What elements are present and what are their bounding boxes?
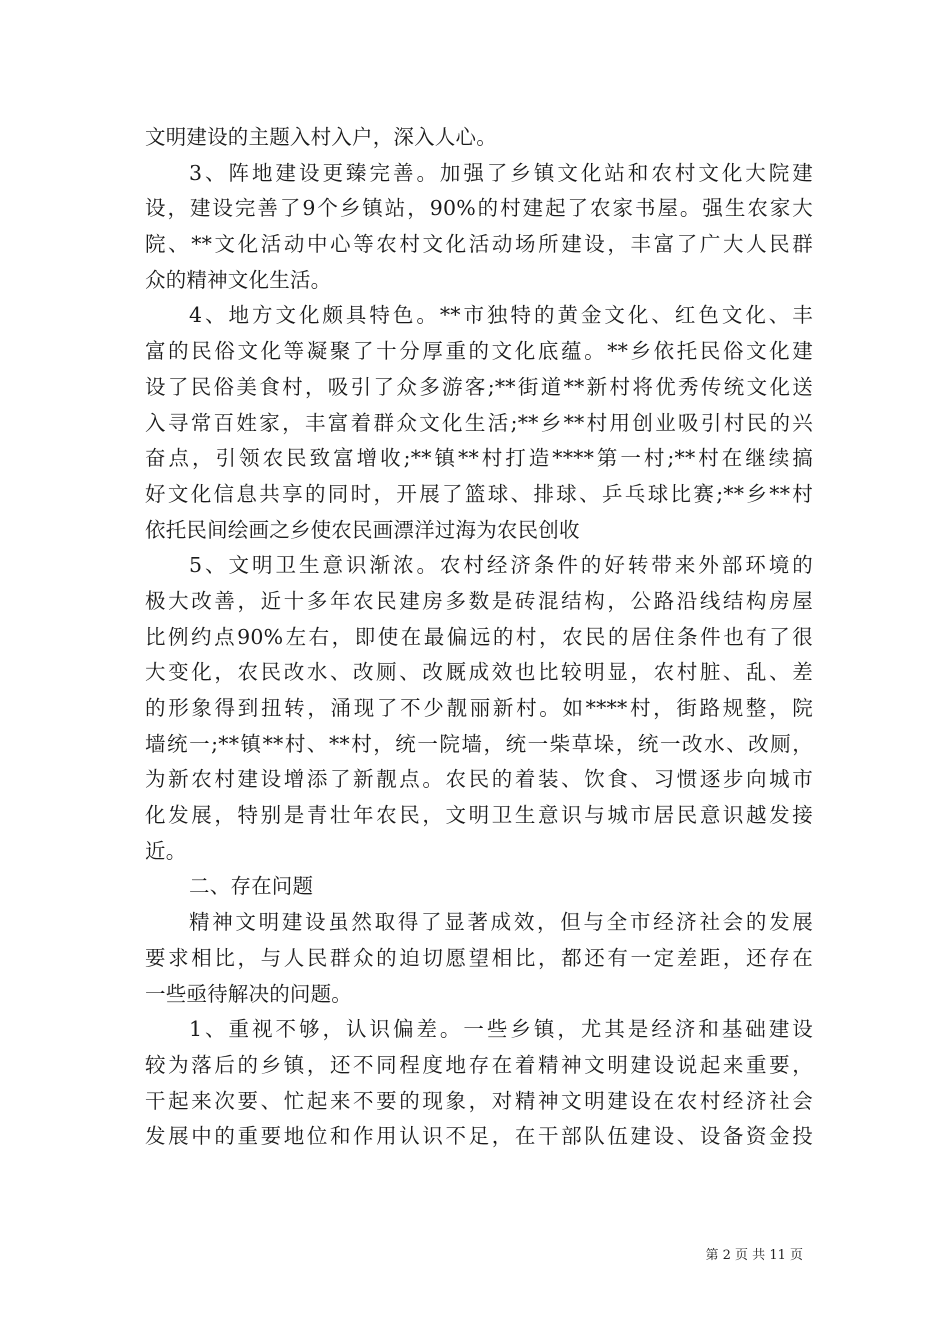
text-line: 化发展，特别是青壮年农民，文明卫生意识与城市居民意识越发接 — [145, 803, 813, 828]
text-line: 干起来次要、忙起来不要的现象，对精神文明建设在农村经济社会 — [145, 1088, 813, 1113]
text-line: 众的精神文化生活。 — [145, 267, 332, 292]
text-line: 一些亟待解决的问题。 — [145, 981, 352, 1006]
text-line: 文明建设的主题入村入户，深入人心。 — [145, 125, 497, 149]
text-line: 3、阵地建设更臻完善。加强了乡镇文化站和农村文化大院建 — [189, 160, 813, 185]
document-body — [145, 120, 813, 1155]
text-line: 要求相比，与人民群众的迫切愿望相比，都还有一定差距，还存在 — [145, 945, 813, 970]
text-line: 入寻常百姓家，丰富着群众文化生活;**乡**村用创业吸引村民的兴 — [145, 410, 813, 435]
page-number-label: 第 2 页 共 11 页 — [705, 1248, 803, 1263]
text-line: 为新农村建设增添了新靓点。农民的着装、饮食、习惯逐步向城市 — [145, 767, 813, 792]
text-line: 比例约点90%左右，即使在最偏远的村，农民的居住条件也有了很 — [145, 624, 813, 649]
page-number-footer — [0, 1244, 950, 1263]
text-line: 好文化信息共享的同时，开展了篮球、排球、乒乓球比赛;**乡**村 — [145, 481, 813, 506]
text-line: 设了民俗美食村，吸引了众多游客;**街道**新村将优秀传统文化送 — [145, 374, 813, 399]
text-line: 的形象得到扭转，涌现了不少靓丽新村。如****村，街路规整，院 — [145, 696, 813, 720]
text-line: 院、**文化活动中心等农村文化活动场所建设，丰富了广大人民群 — [145, 232, 813, 257]
text-line: 依托民间绘画之乡使农民画漂洋过海为农民创收 — [145, 517, 580, 542]
text-line: 大变化，农民改水、改厕、改厩成效也比较明显，农村脏、乱、差 — [145, 660, 813, 685]
text-line: 极大改善，近十多年农民建房多数是砖混结构，公路沿线结构房屋 — [145, 588, 813, 613]
text-line: 墙统一;**镇**村、**村，统一院墙，统一柴草垛，统一改水、改厕， — [145, 731, 813, 756]
text-line: 精神文明建设虽然取得了显著成效，但与全市经济社会的发展 — [189, 910, 813, 935]
text-line: 富的民俗文化等凝聚了十分厚重的文化底蕴。**乡依托民俗文化建 — [145, 339, 813, 364]
text-line: 近。 — [145, 838, 187, 863]
text-line: 4、地方文化颇具特色。**市独特的黄金文化、红色文化、丰 — [189, 303, 813, 328]
text-line: 二、存在问题 — [189, 874, 314, 899]
text-line: 1、重视不够，认识偏差。一些乡镇，尤其是经济和基础建设 — [189, 1017, 813, 1042]
text-line: 较为落后的乡镇，还不同程度地存在着精神文明建设说起来重要， — [145, 1052, 813, 1077]
text-line: 5、文明卫生意识渐浓。农村经济条件的好转带来外部环境的 — [189, 553, 813, 578]
text-line: 奋点，引领农民致富增收;**镇**村打造****第一村;**村在继续搞 — [145, 446, 813, 471]
text-line: 设，建设完善了9个乡镇站，90%的村建起了农家书屋。强生农家大 — [145, 196, 813, 221]
text-line: 发展中的重要地位和作用认识不足，在干部队伍建设、设备资金投 — [145, 1124, 813, 1149]
